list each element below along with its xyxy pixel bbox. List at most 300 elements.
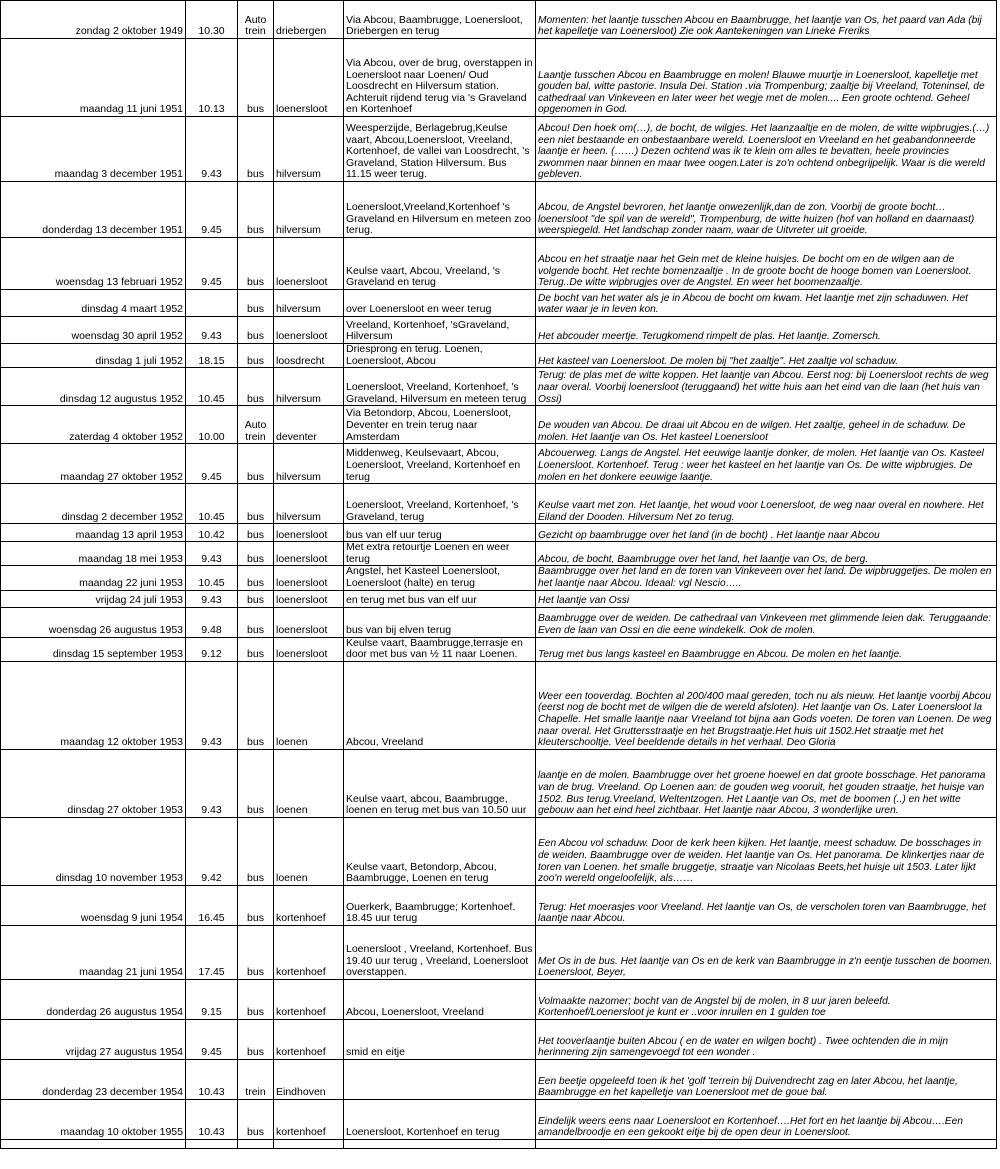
destination: hilversum (276, 303, 321, 316)
departure-time: 9.45 (201, 1046, 222, 1059)
departure-time: 9.43 (201, 736, 222, 749)
route-description-cell (344, 542, 536, 566)
route-description-cell (344, 484, 536, 524)
transport-mode: bus (247, 168, 264, 181)
destination: hilversum (276, 168, 321, 181)
trip-date: donderdag 26 augustus 1954 (46, 1006, 183, 1019)
trip-notes-cell (536, 238, 997, 290)
route-description-cell (344, 182, 536, 238)
transport-mode-cell (238, 661, 274, 749)
route-description: Loenersloot, Vreeland, Kortenhoef, 's Graveland, terug (346, 499, 519, 523)
trip-notes: Abcouerweg. Langs de Angstel. Het eeuwige laantje donker, de molen. Het laantje van Os. Kasteel Loenersloot. Kortenhoef. Terug : weer het kasteel en het laantje van Os. De witte wipbrugjes. De molen en het donkere eeuwige laantje. (538, 448, 984, 483)
table-row (1, 817, 997, 885)
route-description-cell (344, 661, 536, 749)
destination: hilversum (276, 510, 321, 523)
departure-time: 10.45 (198, 510, 225, 523)
departure-time-cell (186, 817, 238, 885)
departure-time-cell (186, 406, 238, 444)
trip-date-cell (1, 637, 186, 661)
trip-date: dinsdag 15 september 1953 (52, 648, 183, 661)
trip-date: dinsdag 12 augustus 1952 (59, 392, 183, 405)
transport-mode: bus (247, 966, 264, 979)
departure-time: 9.43 (201, 330, 222, 343)
departure-time-cell (186, 661, 238, 749)
route-description: Keulse vaart, Abcou, Vreeland, 's Graveland en terug (346, 264, 500, 289)
trip-date-cell (1, 484, 186, 524)
departure-time-cell (186, 1059, 238, 1099)
trip-date-cell (1, 1059, 186, 1099)
transport-mode-cell (238, 637, 274, 661)
trip-date: donderdag 23 december 1954 (42, 1086, 183, 1099)
trip-notes-cell (536, 484, 997, 524)
trip-notes-cell (536, 1, 997, 39)
departure-time: 9.43 (201, 804, 222, 817)
transport-mode-cell (238, 1059, 274, 1099)
departure-time: 9.43 (201, 168, 222, 181)
trip-date-cell (1, 566, 186, 590)
departure-time-cell (186, 524, 238, 542)
trip-date: maandag 22 juni 1953 (79, 576, 183, 589)
departure-time: 10.42 (198, 528, 225, 541)
trip-notes-cell (536, 925, 997, 979)
trip-date: zondag 2 oktober 1949 (75, 25, 183, 38)
trip-notes: Terug: de plas met de witte koppen. Het laantje van Abcou. Eerst nog: bij Loenersloot rechts de weg naar overal. Voorbij loenersloot (teruggaand) het witte huis aan het eind van die laan (het huis van Ossi) (538, 370, 989, 405)
transport-mode-cell (238, 317, 274, 344)
destination: kortenhoef (276, 912, 326, 925)
departure-time-cell (186, 317, 238, 344)
trip-notes: Baambrugge over het land en de toren van Vinkeveen over het land. De wipbruggetjes. De molen en het laantje naar Abcou. Ideaal: vgl Nescio….. (538, 566, 992, 589)
route-description: Via Betondorp, Abcou, Loenersloot, Deventer en trein terug naar Amsterdam (346, 407, 512, 443)
destination-cell (274, 590, 344, 607)
trip-notes: Een Abcou vol schaduw. Door de kerk heen kijken. Het laantje, meest schaduw. De bosschages in de weiden. Baambrugge over de weiden. Het laantje van Os. Het panorama. De klinkertjes naar de toren van Loenen. het smalle bruggetje, straatje van Nicolaas Beets,het huisje uit 1503. Later lijkt zoo'n wereld ongeloofelijk, als…… (538, 838, 985, 885)
destination-cell (274, 979, 344, 1019)
trip-notes: De bocht van het water als je in Abcou de bocht om kwam. Het laantje met zijn schaduwen. Het water waar je in leven kon. (538, 292, 968, 316)
transport-mode: bus (247, 576, 264, 589)
destination-cell (274, 524, 344, 542)
transport-mode-cell (238, 524, 274, 542)
route-description: Via Abcou, over de brug, overstappen in Loenersloot naar Loenen/ Oud Loosdrecht en Hilversum station. Achteruit rijdend terug via 's Graveland en Kortenhoef (346, 57, 533, 116)
departure-time: 9.45 (201, 470, 222, 483)
trip-notes-cell (536, 117, 997, 182)
transport-mode-cell (238, 749, 274, 817)
departure-time: 9.42 (201, 872, 222, 885)
trip-notes-cell (536, 182, 997, 238)
transport-mode: bus (247, 736, 264, 749)
transport-mode-cell (238, 979, 274, 1019)
trip-date: dinsdag 2 december 1952 (61, 510, 183, 523)
transport-mode-cell (238, 344, 274, 368)
trip-date: maandag 27 oktober 1952 (60, 470, 183, 483)
trip-date-cell (1, 979, 186, 1019)
destination: hilversum (276, 392, 321, 405)
trip-notes-cell (536, 444, 997, 484)
trip-notes: Met Os in de bus. Het laantje van Os en de kerk van Baambrugge in z'n eentje tusschen de boomen. Loenersloot, Beyer, (538, 955, 993, 979)
route-description: bus van elf uur terug (346, 528, 442, 541)
transport-mode: bus (247, 593, 264, 606)
table-row (1, 1059, 997, 1099)
trip-date: dinsdag 27 oktober 1953 (67, 804, 183, 817)
trip-date: woensdag 26 augustus 1953 (48, 623, 183, 636)
departure-time-cell (186, 1019, 238, 1059)
trip-notes: Keulse vaart met zon. Het laantje, het woud voor Loenersloot, de weg naar overal en nowhere. Het Eiland der Dooden. Hilversum Net zo terug. (538, 500, 984, 523)
departure-time-cell (186, 749, 238, 817)
departure-time-cell (186, 484, 238, 524)
table-row (1, 317, 997, 344)
table-row (1, 1, 997, 39)
destination: loenen (276, 736, 308, 749)
destination: loenersloot (276, 330, 328, 343)
trip-date: maandag 10 oktober 1955 (60, 1126, 183, 1139)
transport-mode: bus (247, 804, 264, 817)
route-description: Vreeland, Kortenhoef, 'sGraveland, Hilversum (346, 318, 510, 343)
transport-mode: bus (247, 528, 264, 541)
route-description-cell (344, 1, 536, 39)
departure-time-cell (186, 182, 238, 238)
departure-time-cell (186, 39, 238, 117)
departure-time: 10.43 (198, 1086, 225, 1099)
transport-mode-cell (238, 542, 274, 566)
destination: loenersloot (276, 528, 328, 541)
destination-cell (274, 542, 344, 566)
transport-mode-cell (238, 566, 274, 590)
trip-date: zaterdag 4 oktober 1952 (69, 430, 183, 443)
destination-cell (274, 1019, 344, 1059)
route-description-cell (344, 979, 536, 1019)
table-row (1, 637, 997, 661)
route-description-cell (344, 590, 536, 607)
destination: loosdrecht (276, 354, 325, 367)
trip-notes-cell (536, 317, 997, 344)
transport-mode-cell (238, 1099, 274, 1139)
trip-date-cell (1, 368, 186, 406)
route-description-cell (344, 39, 536, 117)
trip-notes-cell (536, 39, 997, 117)
transport-mode-cell (238, 290, 274, 317)
route-description: Loenersloot, Kortenhoef en terug (346, 1126, 500, 1139)
destination-cell (274, 637, 344, 661)
destination-cell (274, 290, 344, 317)
trip-notes-cell (536, 607, 997, 637)
departure-time-cell (186, 925, 238, 979)
destination: loenersloot (276, 623, 328, 636)
transport-mode-cell (238, 1019, 274, 1059)
trip-date: maandag 12 oktober 1953 (60, 736, 183, 749)
transport-mode: Auto trein (244, 13, 267, 38)
route-description-cell (344, 406, 536, 444)
departure-time: 9.43 (201, 593, 222, 606)
transport-mode: bus (247, 510, 264, 523)
table-row (1, 566, 997, 590)
destination: Eindhoven (276, 1086, 326, 1099)
trip-notes: Laantje tusschen Abcou en Baambrugge en molen! Blauwe muurtje in Loenersloot, kapelletje met gouden bal, witte pastorie. Insula Dei. Station .via Trompenburg; zaaltje bij Vreeland, Toteninsel, de cathedraal van Vinkeveen en later weer het wegje met de molen.... Een groote ochtend. Geheel opgenomen in God. (538, 69, 985, 116)
destination-cell (274, 444, 344, 484)
route-description-cell (344, 368, 536, 406)
departure-time: 9.45 (201, 224, 222, 237)
trip-notes: Het kasteel van Loenersloot. De molen bij "het zaaltje". Het zaaltje vol schaduw. (538, 355, 899, 367)
transport-mode-cell (238, 1139, 274, 1148)
destination: loenersloot (276, 276, 328, 289)
trip-date: dinsdag 1 juli 1952 (95, 354, 183, 367)
departure-time-cell (186, 607, 238, 637)
route-description: Ouerkerk, Baambrugge; Kortenhoef. 18.45 uur terug (346, 900, 516, 925)
destination: loenen (276, 872, 308, 885)
route-description-cell (344, 885, 536, 925)
departure-time-cell (186, 637, 238, 661)
trip-date-cell (1, 1139, 186, 1148)
destination: loenersloot (276, 552, 328, 565)
route-description: over Loenersloot en weer terug (346, 303, 492, 316)
destination: loenersloot (276, 103, 328, 116)
table-row (1, 542, 997, 566)
destination-cell (274, 368, 344, 406)
route-description-cell (344, 290, 536, 317)
trip-notes-cell (536, 979, 997, 1019)
trip-date-cell (1, 238, 186, 290)
trip-notes: Abcou! Den hoek om(…), de bocht, de wilgjes. Het laanzaaltje en de molen, de witte wipbrugjes.(…) een niet bestaande en onbestaanbare wereld. Loenersloot en Vreeland en het geabandonneerde laantje er heen. (……) Dezen ochtend was ik te klein om alles te bevatten, heele provincies zwommen naar binnen en maar twee oogen.Later is zo'n ochtend onbegrijpelijk. Waar is die wereld gebleven. (538, 123, 990, 181)
route-description: en terug met bus van elf uur (346, 593, 477, 606)
departure-time: 10.45 (198, 576, 225, 589)
trip-date-cell (1, 542, 186, 566)
table-row (1, 182, 997, 238)
route-description: Abcou, Vreeland (346, 736, 424, 749)
table-row (1, 117, 997, 182)
trip-notes-cell (536, 1139, 997, 1148)
trip-date-cell (1, 1, 186, 39)
route-description-cell (344, 117, 536, 182)
trip-date-cell (1, 1099, 186, 1139)
transport-mode: bus (247, 303, 264, 316)
trip-notes-cell (536, 290, 997, 317)
table-row (1, 238, 997, 290)
destination: hilversum (276, 470, 321, 483)
transport-mode-cell (238, 1, 274, 39)
route-description: Driesprong en terug. Loenen, Loenersloot, Abcou (346, 343, 483, 367)
departure-time-cell (186, 542, 238, 566)
trip-date: maandag 3 december 1951 (54, 168, 183, 181)
route-description-cell (344, 566, 536, 590)
destination-cell (274, 566, 344, 590)
trip-notes-cell (536, 637, 997, 661)
transport-mode: bus (247, 648, 264, 661)
table-row (1, 925, 997, 979)
table-row (1, 290, 997, 317)
route-description-cell (344, 749, 536, 817)
trip-notes-cell (536, 661, 997, 749)
departure-time: 17.45 (198, 966, 225, 979)
trip-date-cell (1, 749, 186, 817)
departure-time-cell (186, 566, 238, 590)
route-description: smid en eitje (346, 1046, 405, 1059)
departure-time: 18.15 (198, 354, 225, 367)
departure-time-cell (186, 290, 238, 317)
departure-time: 10.45 (198, 392, 225, 405)
table-row (1, 590, 997, 607)
table-row (1, 444, 997, 484)
trip-date-cell (1, 444, 186, 484)
trip-notes-cell (536, 749, 997, 817)
transport-mode-cell (238, 817, 274, 885)
trip-notes: Momenten: het laantje tusschen Abcou en Baambrugge, het laantje van Os, het paard van Ada (bij het kapelletje van Loenersloot) Zie ook Aantekeningen van Lineke Freriks (538, 14, 982, 38)
route-description-cell (344, 817, 536, 885)
trip-date-cell (1, 524, 186, 542)
trip-notes: Eindelijk weers eens naar Loenersloot en Kortenhoef….Het fort en het laantje bij Abcou….Een amandelbroodje en een gekookt eitje bij de open deur in Loenersloot. (538, 1115, 963, 1139)
trip-notes-cell (536, 1059, 997, 1099)
route-description: Keulse vaart, Betondorp, Abcou, Baambrugge, Loenen en terug (346, 860, 497, 885)
trip-notes: Abcou en het straatje naar het Gein met de kleine huisjes. De bocht om en de wilgen aan de volgende bocht. Het rechte bomenzaaltje . In de groote bocht de hooge bomen van Loenersloot. Terug..De witte wipbrugjes over de Angstel. En weer het boomenzaaltje. (538, 254, 972, 289)
destination: loenersloot (276, 648, 328, 661)
trip-notes-cell (536, 524, 997, 542)
trip-date: maandag 11 juni 1951 (79, 103, 183, 116)
route-description: Loenersloot, Vreeland, Kortenhoef, 's Graveland, Hilversum en meteen terug (346, 381, 527, 405)
trip-notes-cell (536, 344, 997, 368)
destination-cell (274, 817, 344, 885)
destination-cell (274, 1, 344, 39)
route-description-cell (344, 637, 536, 661)
transport-mode-cell (238, 607, 274, 637)
route-description-cell (344, 524, 536, 542)
destination-cell (274, 182, 344, 238)
departure-time-cell (186, 1139, 238, 1148)
transport-mode: bus (247, 1006, 264, 1019)
route-description-cell (344, 238, 536, 290)
route-description-cell (344, 1019, 536, 1059)
trip-notes: Weer een tooverdag. Bochten al 200/400 maal gereden, toch nu als nieuw. Het laantje voorbij Abcou (eerst nog de bocht met de wilgen die de wereld afsloten). Het laantje van Os. Later Loenersloot la Chapelle. Het smalle laantje naar Vreeland tot bijna aan Gods voeten. De toren van Loenen. De weg naar overal. Het Gruttersstraatje en het Brugstraatje.Het huis uit 1502.Het straatje met het kleuterschooltje. Veel beeldende details in het verhaal. Deo Gloria (538, 690, 992, 749)
table-row (1, 344, 997, 368)
destination: loenen (276, 804, 308, 817)
destination-cell (274, 1099, 344, 1139)
departure-time-cell (186, 590, 238, 607)
trip-notes: Terug met bus langs kasteel en Baambrugge en Abcou. De molen en het laantje. (538, 649, 902, 661)
transport-mode-cell (238, 406, 274, 444)
trip-notes: Een beetje opgeleefd toen ik het 'golf 'terrein bij Duivendrecht zag en later Abcou, het laantje, Baambrugge en het kapelletje van Loenersloot met de goue bal. (538, 1075, 958, 1099)
destination-cell (274, 885, 344, 925)
route-description: Loenersloot , Vreeland, Kortenhoef. Bus 19.40 uur terug , Vreeland, Loenersloot overstappen. (346, 942, 533, 979)
route-description: Met extra retourtje Loenen en weer terug (346, 541, 510, 565)
destination-cell (274, 1139, 344, 1148)
departure-time: 9.43 (201, 552, 222, 565)
transport-mode: bus (247, 872, 264, 885)
trip-date-cell (1, 1019, 186, 1059)
table-row (1, 406, 997, 444)
transport-mode-cell (238, 484, 274, 524)
trip-date-cell (1, 925, 186, 979)
trip-date-cell (1, 590, 186, 607)
table-row (1, 607, 997, 637)
transport-mode: bus (247, 912, 264, 925)
destination-cell (274, 238, 344, 290)
destination-cell (274, 39, 344, 117)
trip-date: vrijdag 27 augustus 1954 (65, 1046, 183, 1059)
transport-mode: Auto trein (244, 419, 267, 443)
transport-mode-cell (238, 368, 274, 406)
destination-cell (274, 661, 344, 749)
route-description: Keulse vaart, Baambrugge,terrasje en door met bus van ½ 11 naar Loenen. (346, 637, 523, 661)
departure-time-cell (186, 885, 238, 925)
transport-mode-cell (238, 238, 274, 290)
trip-notes: Baambrugge over de weiden. De cathedraal van Vinkeveen met glimmende leien dak. Teruggaande: Even de laan van Ossi en die eene windekelk. Ook de molen. (538, 613, 992, 636)
table-row (1, 661, 997, 749)
destination-cell (274, 406, 344, 444)
trip-notes: Abcou, de bocht, Baambrugge over het land, het laantje van Os, de berg. (538, 553, 869, 565)
trip-date: dinsdag 4 maart 1952 (81, 303, 183, 316)
transport-mode: bus (247, 1126, 264, 1139)
departure-time: 9.45 (201, 276, 222, 289)
trip-date-cell (1, 182, 186, 238)
route-description-cell (344, 607, 536, 637)
trip-notes-cell (536, 406, 997, 444)
trip-date: woensdag 9 juni 1954 (80, 912, 183, 925)
route-description: Weesperzijde, Berlagebrug,Keulse vaart, Abcou,Loenersloot, Vreeland, Kortenhoef, de vallei van Loosdrecht, 's Graveland, Station Hilversum. Bus 11.15 weer terug. (346, 122, 530, 181)
trip-date: woensdag 30 april 1952 (71, 330, 183, 343)
table-row (1, 524, 997, 542)
transport-mode: bus (247, 224, 264, 237)
transport-mode-cell (238, 117, 274, 182)
transport-mode: bus (247, 276, 264, 289)
transport-mode: bus (247, 623, 264, 636)
departure-time: 10.43 (198, 1126, 225, 1139)
trip-date-cell (1, 344, 186, 368)
route-description: Keulse vaart, abcou, Baambrugge, loenen en terug met bus van 10.50 uur (346, 792, 527, 817)
trip-date: vrijdag 24 juli 1953 (95, 593, 183, 606)
destination: deventer (276, 430, 317, 443)
destination-cell (274, 749, 344, 817)
route-description-cell (344, 1099, 536, 1139)
route-description-cell (344, 317, 536, 344)
trip-notes-cell (536, 1099, 997, 1139)
route-description: Abcou, Loenersloot, Vreeland (346, 1006, 484, 1019)
trip-date-cell (1, 406, 186, 444)
table-row (1, 1099, 997, 1139)
table-row (1, 1019, 997, 1059)
route-description-cell (344, 344, 536, 368)
trip-notes: Het laantje van Ossi (538, 594, 630, 606)
destination-cell (274, 925, 344, 979)
trip-notes: Gezicht op baambrugge over het land (in de bocht) . Het laantje naar Abcou (538, 529, 880, 541)
journey-rows (1, 1, 997, 1149)
route-description-cell (344, 1139, 536, 1148)
route-description-cell (344, 1059, 536, 1099)
departure-time-cell (186, 117, 238, 182)
trip-notes-cell (536, 1019, 997, 1059)
transport-mode-cell (238, 925, 274, 979)
trip-date: maandag 21 juni 1954 (79, 966, 183, 979)
departure-time-cell (186, 444, 238, 484)
trip-date-cell (1, 290, 186, 317)
departure-time: 10.30 (198, 25, 225, 38)
departure-time-cell (186, 1, 238, 39)
table-row (1, 749, 997, 817)
transport-mode: bus (247, 392, 264, 405)
trip-notes-cell (536, 590, 997, 607)
destination: loenersloot (276, 576, 328, 589)
transport-mode-cell (238, 182, 274, 238)
route-description: Middenweg, Keulsevaart, Abcou, Loenersloot, Vreeland, Kortenhoef en terug (346, 447, 521, 483)
departure-time-cell (186, 979, 238, 1019)
table-row (1, 979, 997, 1019)
route-description: Via Abcou, Baambrugge, Loenersloot, Driebergen en terug (346, 13, 523, 38)
trip-notes: Abcou, de Angstel bevroren, het laantje onwezenlijk,dan de zon. Voorbij de groote bocht… loenersloot "de spil van de wereld", Trompenburg, de witte huizen (hof van holland en daarnaast) weerspiegeld. Het landschap zonder naam, waar de Uitvreter uit groeide. (538, 202, 975, 237)
transport-mode: bus (247, 552, 264, 565)
trip-notes: Volmaakte nazomer; bocht van de Angstel bij de molen, in 8 uur jaren beleefd. Kortenhoef/Loenersloot je kunt er ..voor inruilen en 1 gulden toe (538, 995, 891, 1019)
transport-mode-cell (238, 39, 274, 117)
trip-notes-cell (536, 368, 997, 406)
departure-time-cell (186, 238, 238, 290)
transport-mode: bus (247, 354, 264, 367)
departure-time: 10.13 (198, 103, 225, 116)
departure-time: 9.15 (201, 1006, 222, 1019)
table-row (1, 39, 997, 117)
trip-notes: Het tooverlaantje buiten Abcou ( en de water en wilgen bocht) . Twee ochtenden die in mijn herinnering zijn samengevoegd tot een wonder . (538, 1035, 949, 1059)
